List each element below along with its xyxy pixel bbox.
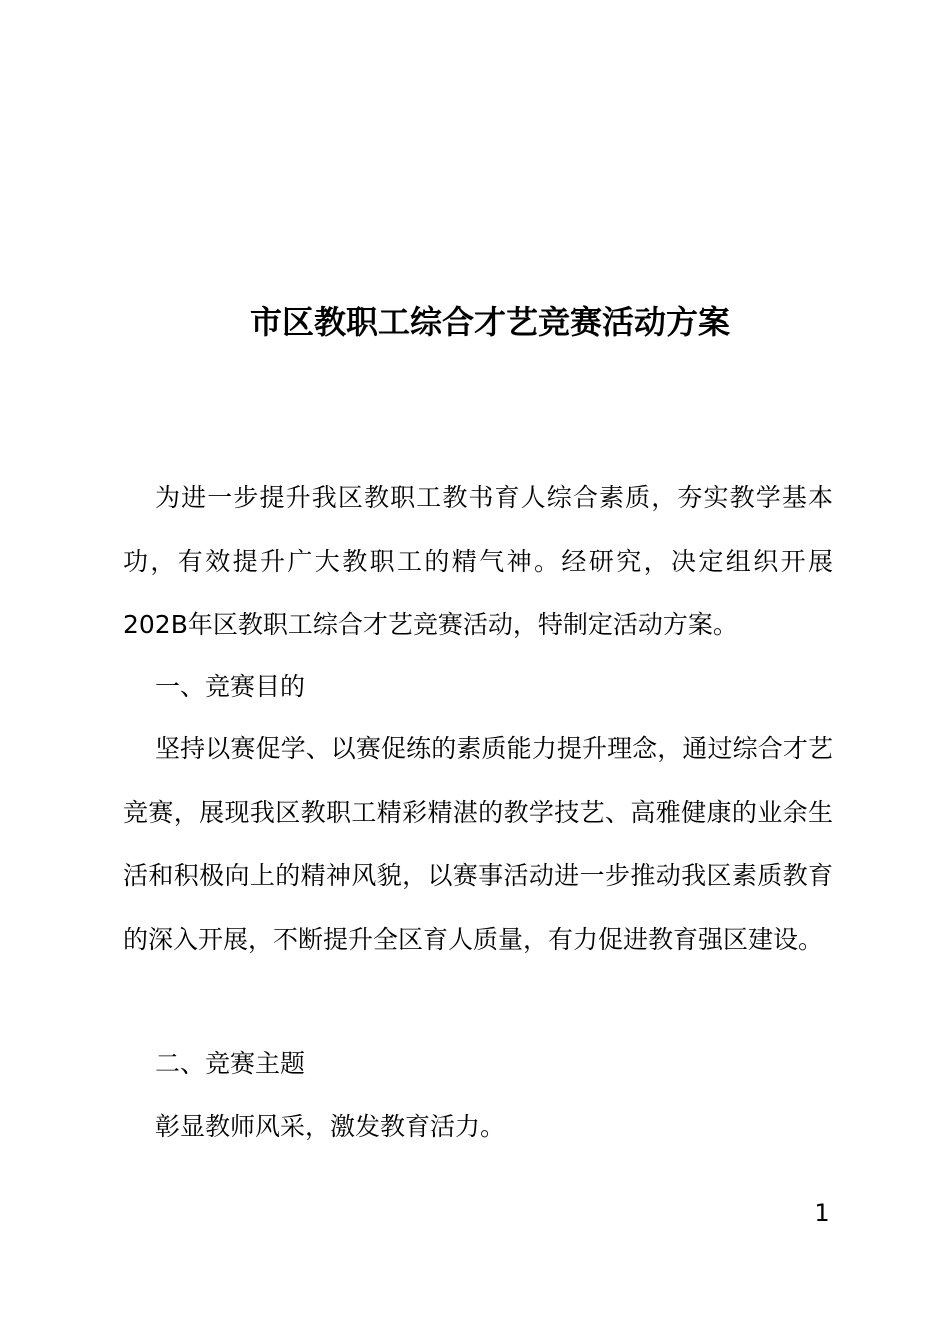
page-number: 1	[814, 1199, 830, 1227]
intro-paragraph: 为进一步提升我区教职工教书育人综合素质，夯实教学基本功，有效提升广大教职工的精气神。经研究，决定组织开展202B年区教职工综合才艺竞赛活动，特制定活动方案。	[123, 483, 833, 639]
document-title: 市区教职工综合才艺竞赛活动方案	[249, 303, 730, 341]
purpose-paragraph: 坚持以赛促学、以赛促练的素质能力提升理念，通过综合才艺竞赛，展现我区教职工精彩精湛的教学技艺、高雅健康的业余生活和积极向上的精神风貌，以赛事活动进一步推动我区素质教育的深入开展，不断提升全区育人质量，有力促进教育强区建设。	[123, 734, 833, 954]
section-heading-theme: 二、竞赛主题	[155, 1049, 306, 1078]
section-heading-purpose: 一、竞赛目的	[155, 672, 306, 701]
theme-paragraph: 彰显教师风采，激发教育活力。	[155, 1112, 506, 1141]
